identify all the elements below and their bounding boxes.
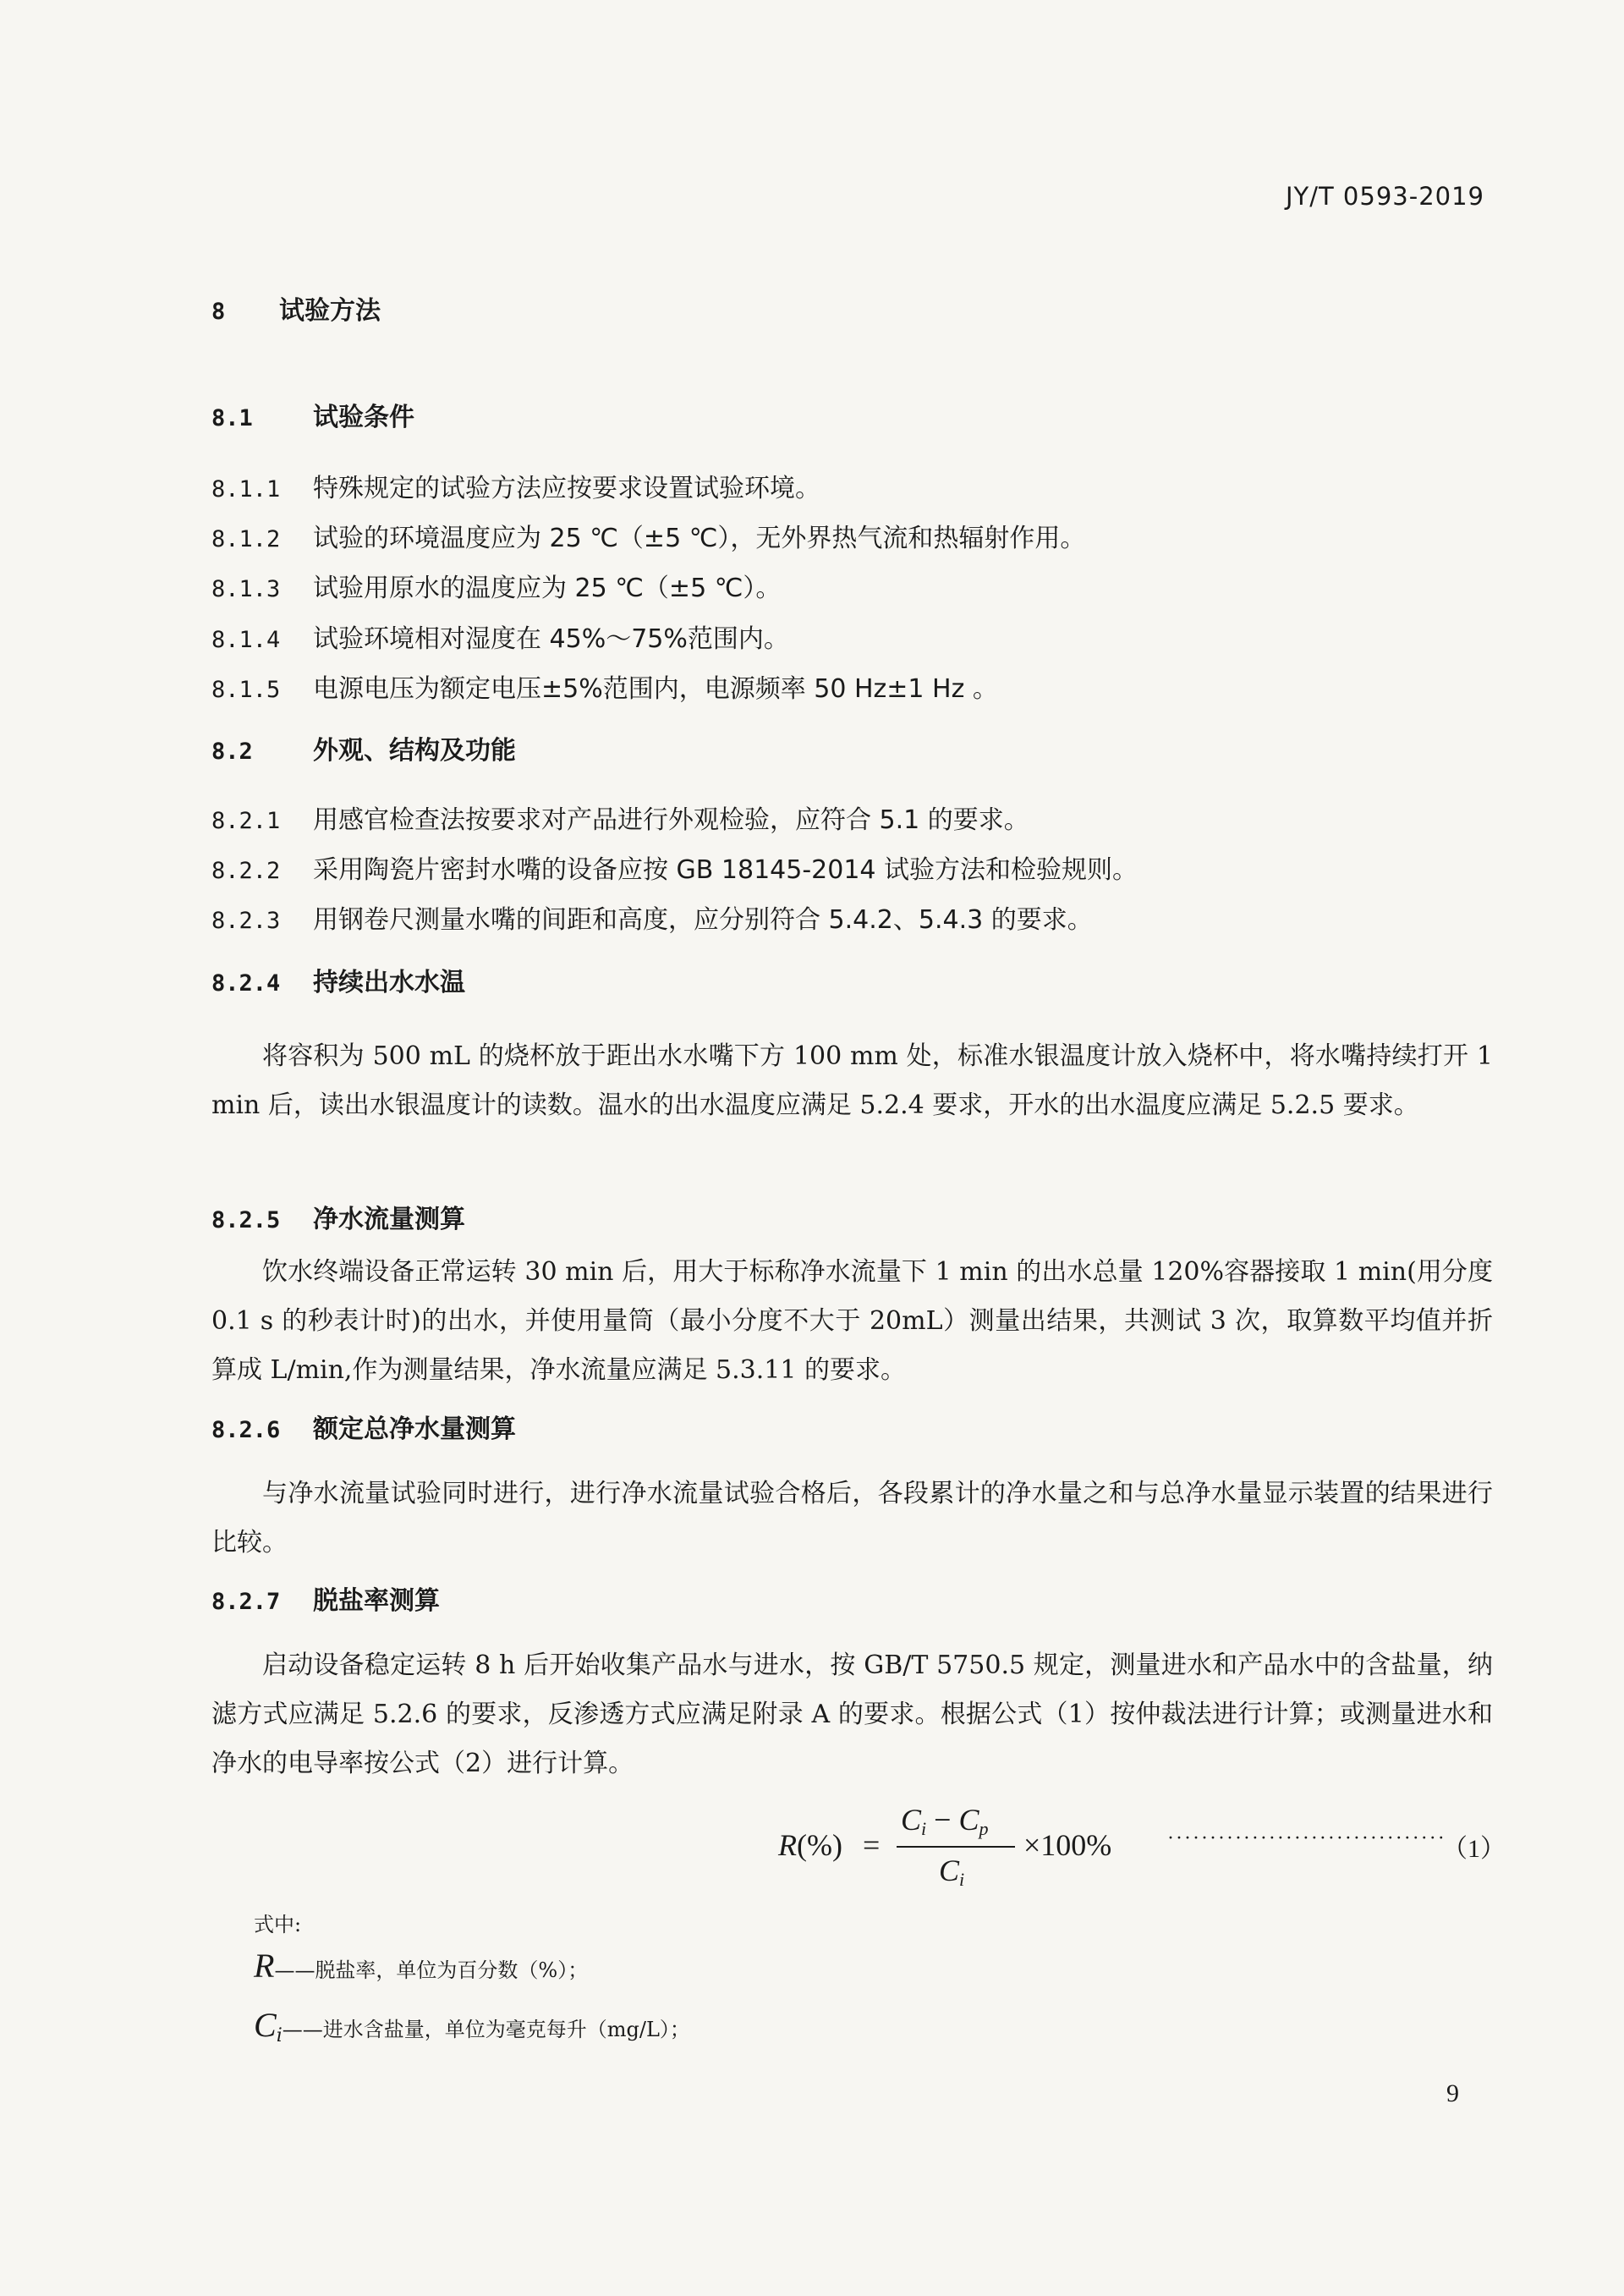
clause-8-2-2 (211, 854, 1138, 888)
clause-number: 8.2.4 (211, 970, 281, 997)
clause-number: 8.2.1 (211, 808, 281, 834)
definition-text: ——脱盐率，单位为百分数（%）； (274, 1958, 589, 1982)
formula-numerator: $C_i - C_p$ (901, 1803, 989, 1839)
subsection-number: 8.1 (211, 405, 253, 431)
section-title: 试验方法 (279, 296, 381, 326)
clause-8-1-5 (211, 673, 998, 707)
section-number: 8 (211, 299, 226, 325)
subsection-number: 8.2 (211, 739, 253, 765)
clause-heading-8-2-4 (211, 966, 465, 1001)
formula-reference: （1） (1442, 1835, 1506, 1863)
subsection-title: 试验条件 (313, 403, 414, 432)
clause-text: 采用陶瓷片密封水嘴的设备应按 GB 18145-2014 试验方法和检验规则。 (313, 855, 1138, 885)
definition-text: ——进水含盐量，单位为毫克每升（mg/L）； (282, 2018, 690, 2041)
clause-body-8-2-5: 饮水终端设备正常运转 30 min 后，用大于标称净水流量下 1 min 的出水总量 120%容器接取 1 min(用分度 0.1 s 的秒表计时)的出水，并使用量筒（最小分度不大于 20mL）测量出结果，共测试 3 次，取算数平均值并折算成 L/min,作为测量结果，净水流量应满足 5.3.11 的要求。 (211, 1257, 1493, 1385)
clause-title: 净水流量测算 (313, 1205, 465, 1234)
section-heading (211, 294, 381, 329)
clause-8-1-1 (211, 472, 820, 507)
clause-heading-8-2-7 (211, 1585, 440, 1619)
clause-body-8-2-7: 启动设备稳定运转 8 h 后开始收集产品水与进水，按 GB/T 5750.5 规定，测量进水和产品水中的含盐量，纳滤方式应满足 5.2.6 的要求，反渗透方式应满足附录 A 的要求。根据公式（1）按仲裁法进行计算；或测量进水和净水的电导率按公式（2）进行计算。 (211, 1651, 1493, 1778)
formula-multiplier: ×100% (1023, 1828, 1112, 1862)
clause-title: 持续出水水温 (313, 968, 465, 997)
subsection-title: 外观、结构及功能 (313, 736, 516, 766)
clause-text: 试验的环境温度应为 25 ℃（±5 ℃），无外界热气流和热辐射作用。 (313, 524, 1086, 553)
clause-text: 试验环境相对湿度在 45%～75%范围内。 (313, 624, 789, 654)
clause-number: 8.1.4 (211, 627, 281, 653)
formula-equals: = (863, 1828, 881, 1862)
definition-ci (254, 2005, 690, 2046)
clause-text: 用钢卷尺测量水嘴的间距和高度，应分别符合 5.4.2、5.4.3 的要求。 (313, 905, 1093, 935)
clause-heading-8-2-6 (211, 1413, 516, 1447)
clause-number: 8.2.6 (211, 1417, 281, 1443)
clause-8-2-3 (211, 904, 1093, 938)
definition-symbol: C (254, 2006, 277, 2044)
clause-number: 8.2.7 (211, 1589, 281, 1615)
clause-number: 8.1.5 (211, 677, 281, 703)
clause-title: 脱盐率测算 (313, 1586, 440, 1616)
clause-body-8-2-6: 与净水流量试验同时进行，进行净水流量试验合格后，各段累计的净水量之和与总净水量显示装置的结果进行比较。 (211, 1479, 1493, 1557)
clause-heading-8-2-5 (211, 1203, 465, 1238)
subsection-heading-8-1 (211, 401, 414, 436)
clause-number: 8.1.2 (211, 526, 281, 552)
document-code: JY/T 0593-2019 (1285, 182, 1484, 211)
formula-leader-dots: ································· (1167, 1827, 1446, 1849)
clause-body-8-2-4: 将容积为 500 mL 的烧杯放于距出水水嘴下方 100 mm 处，标准水银温度计放入烧杯中，将水嘴持续打开 1 min 后，读出水银温度计的读数。温水的出水温度应满足 5.2.4 要求，开水的出水温度应满足 5.2.5 要求。 (211, 1041, 1493, 1120)
clause-text: 特殊规定的试验方法应按要求设置试验环境。 (313, 474, 820, 503)
page-number: 9 (1446, 2079, 1459, 2107)
formula-denominator: $C_i$ (939, 1854, 965, 1890)
clause-number: 8.2.3 (211, 908, 281, 934)
clause-text: 用感官检查法按要求对产品进行外观检验，应符合 5.1 的要求。 (313, 805, 1029, 835)
definition-symbol: R (254, 1947, 275, 1985)
formula-lhs: R(%) (778, 1828, 842, 1862)
clause-8-1-3 (211, 572, 781, 607)
formula-fraction-bar (897, 1846, 1015, 1848)
subsection-heading-8-2 (211, 734, 516, 769)
clause-title: 额定总净水量测算 (313, 1414, 516, 1444)
clause-number: 8.1.1 (211, 476, 281, 503)
definition-r (254, 1946, 588, 1986)
clause-8-1-4 (211, 623, 789, 657)
clause-number: 8.1.3 (211, 576, 281, 602)
clause-number: 8.2.5 (211, 1207, 281, 1233)
definition-subscript: i (276, 2025, 283, 2046)
clause-number: 8.2.2 (211, 858, 281, 884)
clause-8-1-2 (211, 522, 1085, 557)
clause-text: 试验用原水的温度应为 25 ℃（±5 ℃）。 (313, 574, 782, 603)
where-label: 式中: (254, 1913, 302, 1936)
formula-1 (770, 1802, 1506, 1895)
clause-8-2-1 (211, 804, 1029, 838)
clause-text: 电源电压为额定电压±5%范围内，电源频率 50 Hz±1 Hz 。 (313, 674, 998, 704)
